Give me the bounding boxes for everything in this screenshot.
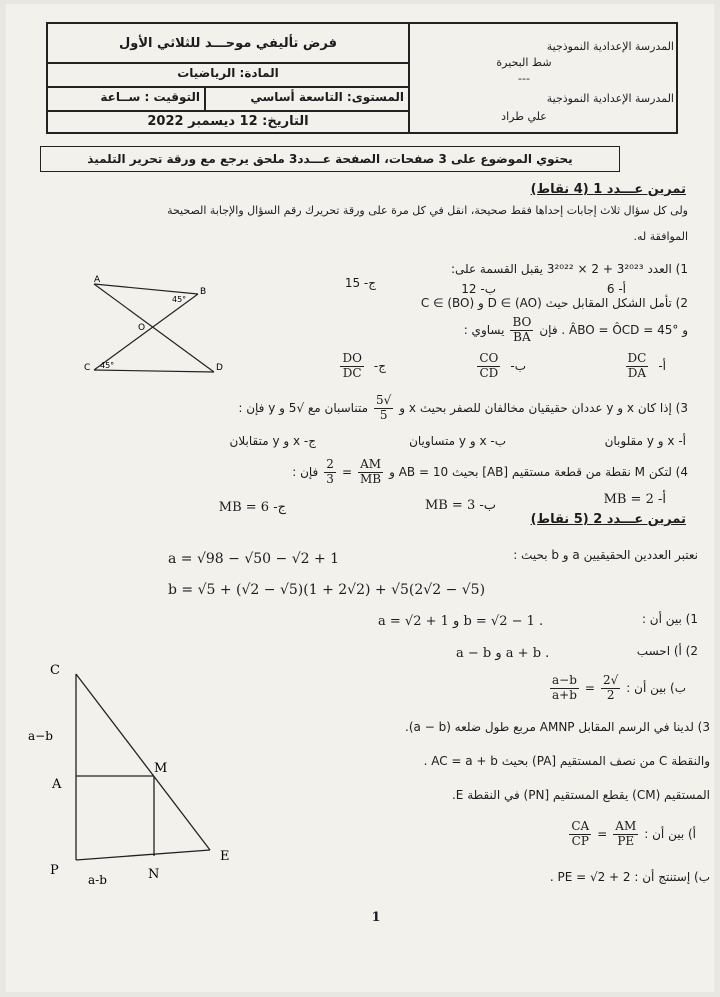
ex1-q4-frac-den: MB — [360, 471, 382, 486]
ex1-q2-option-a — [546, 352, 666, 381]
ex1-q3-frac — [374, 394, 393, 423]
ex1-q2-frac-den: BA — [513, 329, 531, 344]
ex1-q3-post: متناسبان مع √5 و y فإن : — [238, 401, 368, 416]
ex2-title: تمرين عـــدد 2 (5 نقاط) — [530, 512, 686, 527]
ex1-q4 — [216, 458, 688, 487]
exam-title: فرض تأليفي موحـــد للثلاثي الأول — [119, 36, 337, 51]
ex1-q2-frac — [510, 316, 533, 345]
header-table — [46, 22, 678, 134]
school-2-place: علي طراد — [501, 110, 547, 123]
ex1-q1: 1) العدد 3²⁰²³ + 2 × 3²⁰²² يقبل القسمة على: — [450, 262, 688, 276]
ex2-q2a-label: 2) أ) احسب — [636, 644, 698, 658]
school-1-place: شط البحيرة — [496, 56, 552, 69]
ex1-q2-c-num: DO — [342, 351, 362, 365]
ex2-fig-C: C — [50, 663, 60, 678]
ex1-q1-a: أ- 6 — [606, 282, 626, 296]
ex1-q4-eq: = — [341, 465, 352, 480]
ex2-q3a-frac1 — [569, 820, 591, 849]
ex2-q2b-num2: √2 — [602, 673, 619, 687]
ex1-fig-B: B — [200, 287, 207, 297]
ex2-fig-N: N — [148, 867, 160, 882]
ex1-fig-A: A — [94, 275, 101, 285]
ex2-q2b-num: a−b — [552, 673, 577, 687]
ex1-q4-pre: 4) لتكن M نقطة من قطعة مستقيم [AB] بحيث AB = 10 و — [389, 465, 688, 480]
ex1-q2-b-label: ب- — [510, 359, 526, 374]
ex1-q4-a: أ- MB = 2 — [603, 492, 666, 507]
ex1-q2-a-den: DA — [627, 365, 647, 380]
ex1-q4-frac2-num: 2 — [326, 457, 334, 471]
ex1-q3 — [126, 394, 688, 423]
ex1-q2-c-den: DC — [342, 365, 362, 380]
ex1-q4-frac-num: AM — [360, 457, 382, 471]
ex2-figure — [24, 660, 244, 890]
ex1-q3-c: ج- x و y متقابلان — [229, 434, 316, 448]
ex2-q3-line3: المستقيم (CM) يقطع المستقيم [PN) في النقطة E. — [451, 788, 710, 802]
ex2-q3b: ب) إستنتج أن : PE = √2 + 2 . — [549, 870, 710, 884]
duration: التوقيت : ســاعة — [100, 90, 200, 104]
ex2-intro: نعتبر العددين الحقيقيين a و b بحيث : — [513, 548, 698, 562]
ex1-q4-b: ب- MB = 3 — [424, 498, 496, 513]
school-1-name: المدرسة الإعدادية النموذجية — [546, 40, 674, 53]
ex2-q2b-frac1 — [550, 674, 579, 703]
ex1-q2-a-label: أ- — [658, 359, 666, 374]
ex1-q3-frac-den: 5 — [379, 407, 388, 422]
ex1-q2-line2-b: يساوي : — [463, 323, 505, 338]
ex1-q1-c: ج- 15 — [344, 276, 376, 290]
ex2-q3a-num2: AM — [615, 819, 637, 833]
ex1-q2-c-frac — [340, 352, 363, 381]
ex2-q2b — [356, 674, 686, 703]
ex1-q2-b-den: CD — [479, 365, 499, 380]
ex2-q2b-frac — [601, 674, 620, 703]
ex1-q4-frac — [358, 458, 383, 487]
ex1-q4-frac2 — [324, 458, 336, 487]
ex2-q3-line1: 3) لدينا في الرسم المقابل AMNP مربع طول ضلعه (a − b). — [405, 720, 710, 734]
level: المستوى: التاسعة أساسي — [250, 90, 404, 104]
ex2-q2b-den: a+b — [552, 687, 577, 702]
ex2-q2b-eq: = — [584, 681, 595, 696]
ex1-intro-1: ولى كل سؤال ثلاث إجابات إحداها فقط صحيحة، انقل في كل مرة على ورقة تحريرك رقم السؤال والإجابة الصحيحة — [167, 204, 688, 217]
ex1-fig-D: D — [216, 363, 223, 373]
ex1-figure — [80, 272, 230, 382]
ex2-q2b-den2: 2 — [606, 687, 615, 702]
notice-box: يحتوي الموضوع على 3 صفحات، الصفحة عـــدد3 ملحق يرجع مع ورقة تحرير التلميذ — [40, 146, 620, 172]
ex2-fig-M: M — [154, 761, 168, 776]
ex1-q2-line2-a: و ÂBO = ÔCD = 45° . فإن — [539, 323, 688, 338]
ex1-fig-C: C — [84, 363, 91, 373]
ex2-fig-A: A — [52, 777, 62, 792]
school-separator: --- — [518, 72, 530, 85]
ex2-q3a-frac2 — [613, 820, 638, 849]
ex1-q2-a-num: DC — [627, 351, 647, 365]
ex2-eq-a: a = √98 − √50 − √2 + 1 — [168, 551, 340, 567]
ex2-q2a-math: a − b و a + b . — [456, 646, 550, 661]
ex2-q3a-den2: PE — [617, 833, 635, 848]
ex1-intro-2: الموافقة له. — [633, 230, 688, 243]
ex1-q2: 2) تأمل الشكل المقابل حيث D ∈ (AO) و C ∈ (BO) — [420, 296, 688, 310]
page-number: 1 — [371, 910, 381, 925]
ex2-q3-line2: والنقطة C من نصف المستقيم [PA) بحيث AC = a + b . — [423, 754, 710, 768]
subject: المادة: الرياضيات — [177, 66, 279, 80]
ex1-q1-b: ب- 12 — [461, 282, 496, 296]
ex2-fig-side-left: a−b — [28, 729, 53, 743]
ex1-q2-option-c — [286, 352, 386, 381]
ex1-q2-b-frac — [477, 352, 500, 381]
ex2-q1-math: a = √2 + 1 و b = √2 − 1 . — [378, 614, 544, 629]
ex2-q3a-num: CA — [571, 819, 590, 833]
ex1-q2-a-frac — [626, 352, 649, 381]
ex1-q2-line2 — [346, 316, 688, 345]
ex2-q2b-label: ب) بين أن : — [626, 681, 686, 696]
ex2-fig-E: E — [220, 849, 230, 864]
ex1-q4-c: ج- MB = 6 — [218, 500, 286, 515]
ex1-q3-b: ب- x و y متساويان — [409, 434, 506, 448]
ex1-fig-O: O — [138, 323, 146, 333]
exam-date: التاريخ: 12 ديسمبر 2022 — [147, 114, 309, 129]
ex2-fig-side-bottom: a-b — [88, 873, 107, 887]
ex1-q2-option-b — [416, 352, 526, 381]
school-2-name: المدرسة الإعدادية النموذجية — [546, 92, 674, 105]
ex1-q4-frac2-den: 3 — [326, 471, 334, 486]
ex2-fig-P: P — [50, 863, 59, 878]
ex1-fig-angleB: 45° — [172, 295, 187, 304]
ex1-title: تمرين عـــدد 1 (4 نقاط) — [530, 182, 686, 197]
ex2-q3a — [486, 820, 696, 849]
ex2-q3a-label: أ) بين أن : — [644, 827, 696, 842]
ex1-q3-frac-num: √5 — [376, 393, 392, 407]
ex2-eq-b: b = √5 + (√2 − √5)(1 + 2√2) + √5(2√2 − √5) — [168, 582, 486, 598]
ex1-q3-pre: 3) إذا كان x و y عددان حقيقيان مخالفان للصفر بحيث x و — [399, 401, 688, 416]
ex1-q4-post: فإن : — [292, 465, 319, 480]
ex2-q1-label: 1) بين أن : — [641, 612, 698, 626]
ex2-q3a-eq: = — [597, 827, 608, 842]
ex1-q2-c-label: ج- — [373, 359, 386, 374]
exam-page — [6, 4, 714, 992]
ex2-q3a-den: CP — [571, 833, 589, 848]
ex1-q3-a: أ- x و y مقلوبان — [604, 434, 686, 448]
ex1-fig-angleC: 45° — [100, 361, 115, 370]
ex1-q2-b-num: CO — [479, 351, 499, 365]
ex1-q2-frac-num: BO — [512, 315, 532, 329]
